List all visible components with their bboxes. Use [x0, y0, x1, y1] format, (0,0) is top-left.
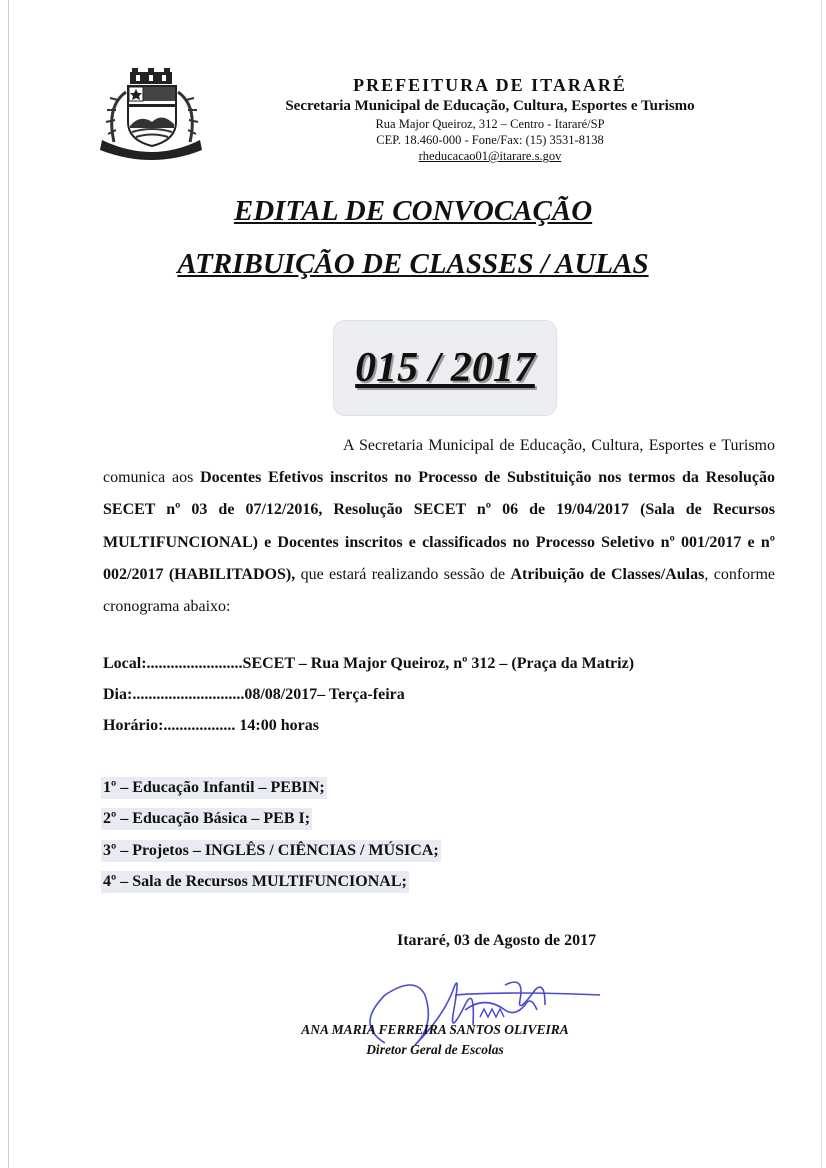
- body-bold-2: Atribuição de Classes/Aulas: [510, 565, 705, 583]
- list-item: 3º – Projetos – INGLÊS / CIÊNCIAS / MÚSICA;: [101, 840, 441, 862]
- signer-role: Diretor Geral de Escolas: [366, 1042, 504, 1057]
- email-link[interactable]: rheducacao01@itarare.s.gov: [418, 149, 562, 163]
- phone-line: CEP. 18.460-000 - Fone/Fax: (15) 3531-8138: [376, 133, 604, 147]
- signing-date: Itararé, 03 de Agosto de 2017: [397, 932, 597, 949]
- notice-number: 015 / 2017: [355, 345, 535, 391]
- date-line: Dia:............................08/08/2017– Terça-feira: [103, 686, 405, 703]
- scan-edge: [8, 0, 9, 1168]
- coat-of-arms-logo: [96, 66, 206, 162]
- list-item: 2º – Educação Básica – PEB I;: [101, 808, 312, 830]
- notice-subtitle: ATRIBUIÇÃO DE CLASSES / AULAS: [177, 248, 649, 280]
- body-text-3: , conforme cronograma abaixo:: [103, 565, 776, 616]
- scan-edge-right: [821, 0, 822, 1168]
- list-item: 1º – Educação Infantil – PEBIN;: [101, 777, 327, 799]
- letterhead: [240, 74, 740, 164]
- list-item: 4º – Sala de Recursos MULTIFUNCIONAL;: [101, 871, 409, 893]
- notice-number-box: [333, 320, 557, 416]
- address-line: Rua Major Queiroz, 312 – Centro - Itararé/SP: [375, 117, 605, 131]
- department-name: Secretaria Municipal de Educação, Cultura, Esportes e Turismo: [285, 98, 695, 114]
- body-paragraph: [103, 430, 775, 623]
- notice-title: EDITAL DE CONVOCAÇÃO: [233, 195, 593, 227]
- signer-name: ANA MARIA FERREIRA SANTOS OLIVEIRA: [301, 1022, 569, 1037]
- time-line: Horário:.................. 14:00 horas: [103, 717, 319, 734]
- institution-title: PREFEITURA DE ITARARÉ: [353, 75, 627, 95]
- location-line: Local:........................SECET – Rua Major Queiroz, nº 312 – (Praça da Matriz): [103, 655, 635, 672]
- body-bold-1: Docentes Efetivos inscritos no Processo de Substituição nos termos da Resolução SECET nº 03 de 07/12/2016, Resolução SECET nº 06 de 19/04/2017 (Sala de Recursos MULTIFUNCIONAL) e Docentes inscritos e classificados no Processo Seletivo nº 001/2017 e nº 002/2017 (HABILITADOS),: [103, 469, 775, 583]
- body-text-2: que estará realizando sessão de: [295, 565, 511, 583]
- body-text-1: A Secretaria Municipal de Educação, Cultura, Esportes e Turismo comunica aos: [103, 437, 775, 487]
